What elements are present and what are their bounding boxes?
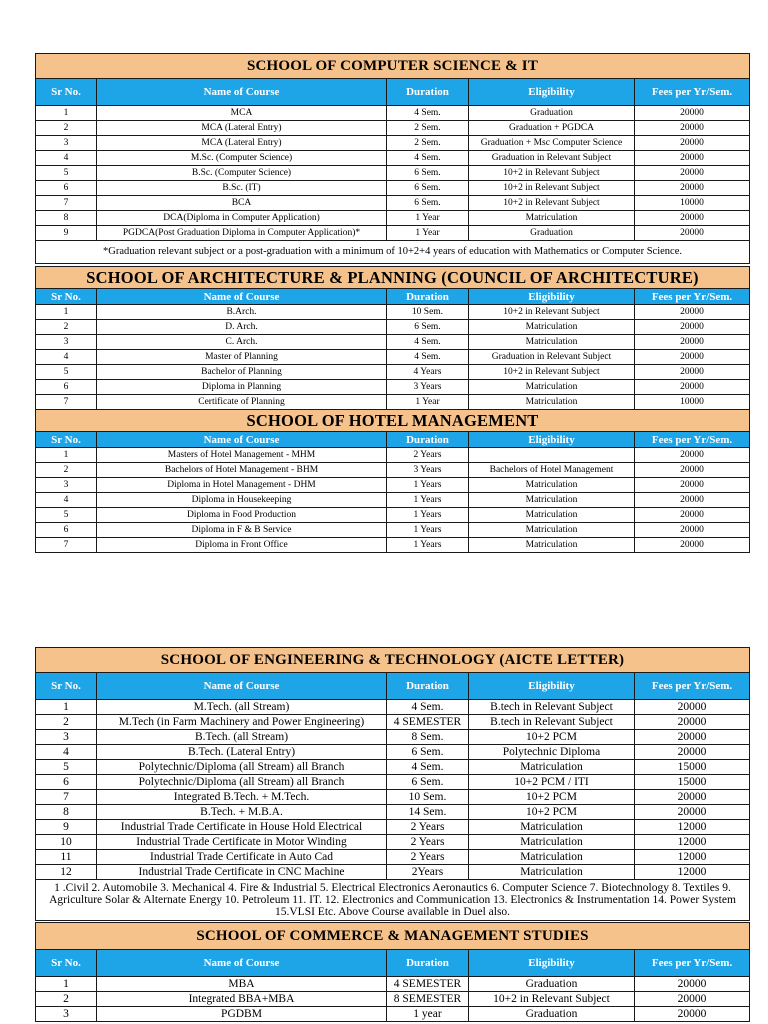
cell-duration: 2 Sem. [387,136,469,151]
cell-sr-no: 8 [36,211,97,226]
table-row [36,992,750,1007]
cell-fees: 20000 [635,380,750,395]
table-row [36,523,750,538]
col-duration: Duration [387,950,469,977]
cell-eligibility: 10+2 PCM [469,790,635,805]
cell-fees: 20000 [635,320,750,335]
cell-sr-no: 7 [36,196,97,211]
col-duration: Duration [387,432,469,448]
cell-duration: 4 Sem. [387,106,469,121]
cell-eligibility: 10+2 in Relevant Subject [469,305,635,320]
cell-eligibility: Matriculation [469,820,635,835]
col-duration: Duration [387,79,469,106]
col-course: Name of Course [97,673,387,700]
table-row [36,745,750,760]
cell-duration: 1 Year [387,211,469,226]
cell-course: Diploma in F & B Service [97,523,387,538]
cell-eligibility: Matriculation [469,835,635,850]
cell-course: Diploma in Hotel Management - DHM [97,478,387,493]
cell-eligibility: Matriculation [469,850,635,865]
table-row [36,121,750,136]
cell-sr-no: 1 [36,106,97,121]
cell-eligibility: 10+2 PCM [469,805,635,820]
cell-fees: 20000 [635,977,750,992]
cell-duration: 8 Sem. [387,730,469,745]
cell-duration: 4 Sem. [387,700,469,715]
cell-sr-no: 6 [36,523,97,538]
cell-fees: 20000 [635,106,750,121]
cell-duration: 14 Sem. [387,805,469,820]
section-title: SCHOOL OF ARCHITECTURE & PLANNING (COUNCIL OF ARCHITECTURE) [36,267,750,289]
cell-course: B.Tech. + M.B.A. [97,805,387,820]
cell-course: B.Tech. (Lateral Entry) [97,745,387,760]
cell-sr-no: 5 [36,508,97,523]
col-sr-no: Sr No. [36,432,97,448]
cell-sr-no: 2 [36,463,97,478]
cell-duration: 6 Sem. [387,196,469,211]
cell-fees: 20000 [635,805,750,820]
cell-course: MCA [97,106,387,121]
cell-fees: 12000 [635,835,750,850]
table-row [36,478,750,493]
cell-fees: 20000 [635,151,750,166]
cell-eligibility: Matriculation [469,395,635,410]
col-fees: Fees per Yr/Sem. [635,950,750,977]
section-commerce [35,922,749,1022]
cell-fees: 20000 [635,478,750,493]
cell-fees: 20000 [635,121,750,136]
cell-eligibility: Matriculation [469,320,635,335]
cell-sr-no: 3 [36,478,97,493]
cell-duration: 4 Sem. [387,151,469,166]
cell-eligibility: Graduation [469,226,635,241]
course-rows [36,448,750,553]
cell-duration: 2 Years [387,850,469,865]
cell-eligibility: Matriculation [469,760,635,775]
cell-fees: 20000 [635,350,750,365]
table-row [36,508,750,523]
cell-course: D. Arch. [97,320,387,335]
section-title: SCHOOL OF COMPUTER SCIENCE & IT [36,54,750,79]
cell-sr-no: 6 [36,181,97,196]
cell-eligibility: 10+2 in Relevant Subject [469,166,635,181]
section-title: SCHOOL OF ENGINEERING & TECHNOLOGY (AICTE LETTER) [36,648,750,673]
table-row [36,538,750,553]
cell-course: Bachelors of Hotel Management - BHM [97,463,387,478]
col-sr-no: Sr No. [36,289,97,305]
table-row [36,730,750,745]
cell-course: PGDBM [97,1007,387,1022]
table-row [36,335,750,350]
cell-sr-no: 6 [36,775,97,790]
cell-fees: 20000 [635,305,750,320]
cell-eligibility: Matriculation [469,538,635,553]
col-course: Name of Course [97,289,387,305]
course-rows [36,305,750,410]
cell-course: MCA (Lateral Entry) [97,121,387,136]
cell-fees: 20000 [635,335,750,350]
cell-course: Integrated B.Tech. + M.Tech. [97,790,387,805]
cell-fees: 12000 [635,850,750,865]
table-row [36,395,750,410]
cell-duration: 6 Sem. [387,775,469,790]
table-row [36,700,750,715]
col-sr-no: Sr No. [36,950,97,977]
col-course: Name of Course [97,79,387,106]
cell-eligibility: Polytechnic Diploma [469,745,635,760]
table-row [36,365,750,380]
cell-eligibility: Graduation [469,106,635,121]
cell-course: Industrial Trade Certificate in House Hold Electrical [97,820,387,835]
cell-eligibility: Graduation [469,977,635,992]
cell-course: Certificate of Planning [97,395,387,410]
cell-fees: 20000 [635,700,750,715]
table-row [36,1007,750,1022]
cell-eligibility: Matriculation [469,211,635,226]
cell-fees: 20000 [635,538,750,553]
cell-course: M.Sc. (Computer Science) [97,151,387,166]
cell-fees: 20000 [635,226,750,241]
cell-course: B.Arch. [97,305,387,320]
table-row [36,448,750,463]
cell-eligibility: Matriculation [469,523,635,538]
cell-duration: 1 Years [387,523,469,538]
cell-course: Diploma in Planning [97,380,387,395]
col-eligibility: Eligibility [469,289,635,305]
cell-course: Diploma in Housekeeping [97,493,387,508]
cell-course: C. Arch. [97,335,387,350]
cell-course: BCA [97,196,387,211]
cell-sr-no: 8 [36,805,97,820]
cell-sr-no: 1 [36,305,97,320]
cell-course: Industrial Trade Certificate in Auto Cad [97,850,387,865]
table-row [36,760,750,775]
col-sr-no: Sr No. [36,79,97,106]
cell-eligibility: Graduation in Relevant Subject [469,350,635,365]
course-rows [36,700,750,880]
cell-fees: 20000 [635,523,750,538]
cell-duration: 4 SEMESTER [387,715,469,730]
cell-sr-no: 7 [36,538,97,553]
cell-fees: 20000 [635,365,750,380]
cell-fees: 20000 [635,790,750,805]
section-title: SCHOOL OF HOTEL MANAGEMENT [36,410,750,432]
cell-sr-no: 7 [36,790,97,805]
cell-duration: 2 Sem. [387,121,469,136]
cell-fees: 20000 [635,166,750,181]
table-row [36,463,750,478]
table-row [36,166,750,181]
cell-course: Industrial Trade Certificate in CNC Machine [97,865,387,880]
cell-duration: 4 Sem. [387,335,469,350]
col-fees: Fees per Yr/Sem. [635,79,750,106]
section-engineering [35,647,749,921]
section-title: SCHOOL OF COMMERCE & MANAGEMENT STUDIES [36,923,750,950]
cell-fees: 10000 [635,196,750,211]
cell-duration: 6 Sem. [387,181,469,196]
cell-course: B.Tech. (all Stream) [97,730,387,745]
cell-eligibility: Matriculation [469,335,635,350]
cell-sr-no: 11 [36,850,97,865]
table-row [36,151,750,166]
cell-fees: 20000 [635,493,750,508]
cell-duration: 2 Years [387,835,469,850]
cell-sr-no: 3 [36,1007,97,1022]
cell-fees: 20000 [635,1007,750,1022]
col-eligibility: Eligibility [469,673,635,700]
cell-sr-no: 7 [36,395,97,410]
section-hotel-management [35,409,749,553]
cell-eligibility: Matriculation [469,508,635,523]
cell-course: Polytechnic/Diploma (all Stream) all Branch [97,775,387,790]
cell-eligibility: Graduation in Relevant Subject [469,151,635,166]
architecture-table [35,266,750,410]
cell-course: MCA (Lateral Entry) [97,136,387,151]
table-row [36,181,750,196]
table-row [36,380,750,395]
cell-duration: 6 Sem. [387,166,469,181]
col-fees: Fees per Yr/Sem. [635,673,750,700]
cell-sr-no: 10 [36,835,97,850]
cell-sr-no: 1 [36,700,97,715]
table-row [36,865,750,880]
hotel-management-table [35,409,750,553]
section-note: *Graduation relevant subject or a post-graduation with a minimum of 10+2+4 years of education with Mathematics or Computer Science. [36,241,750,264]
cell-duration: 1 Years [387,493,469,508]
cell-course: Diploma in Food Production [97,508,387,523]
table-row [36,226,750,241]
cell-duration: 3 Years [387,463,469,478]
cell-course: MBA [97,977,387,992]
cell-eligibility: Matriculation [469,478,635,493]
cell-fees: 15000 [635,775,750,790]
cell-sr-no: 4 [36,745,97,760]
cell-eligibility: Graduation + PGDCA [469,121,635,136]
cell-eligibility: 10+2 PCM [469,730,635,745]
cell-duration: 1 Years [387,508,469,523]
cell-course: Bachelor of Planning [97,365,387,380]
cell-course: M.Tech. (all Stream) [97,700,387,715]
cell-sr-no: 4 [36,350,97,365]
col-duration: Duration [387,673,469,700]
cell-fees: 20000 [635,508,750,523]
cell-course: B.Sc. (Computer Science) [97,166,387,181]
cell-sr-no: 9 [36,820,97,835]
cell-eligibility: Matriculation [469,865,635,880]
cell-sr-no: 1 [36,448,97,463]
cell-fees: 20000 [635,730,750,745]
cell-sr-no: 2 [36,121,97,136]
cell-course: DCA(Diploma in Computer Application) [97,211,387,226]
table-row [36,850,750,865]
table-row [36,350,750,365]
table-row [36,820,750,835]
course-rows [36,106,750,241]
col-fees: Fees per Yr/Sem. [635,289,750,305]
cell-course: Master of Planning [97,350,387,365]
cell-eligibility: Graduation + Msc Computer Science [469,136,635,151]
commerce-table [35,922,750,1022]
col-fees: Fees per Yr/Sem. [635,432,750,448]
cell-duration: 1 Years [387,538,469,553]
cell-course: Industrial Trade Certificate in Motor Winding [97,835,387,850]
cell-duration: 8 SEMESTER [387,992,469,1007]
cell-duration: 10 Sem. [387,790,469,805]
cell-duration: 2 Years [387,448,469,463]
cell-duration: 1 Year [387,226,469,241]
cell-duration: 6 Sem. [387,745,469,760]
table-row [36,805,750,820]
table-row [36,320,750,335]
col-duration: Duration [387,289,469,305]
cell-eligibility: Matriculation [469,493,635,508]
engineering-table [35,647,750,921]
cell-sr-no: 2 [36,992,97,1007]
cell-fees: 20000 [635,181,750,196]
cell-sr-no: 3 [36,730,97,745]
table-row [36,106,750,121]
cell-duration: 10 Sem. [387,305,469,320]
table-row [36,211,750,226]
table-row [36,196,750,211]
cell-fees: 12000 [635,865,750,880]
cell-eligibility: 10+2 in Relevant Subject [469,992,635,1007]
table-row [36,305,750,320]
cell-eligibility: B.tech in Relevant Subject [469,715,635,730]
section-computer-science [35,53,749,264]
col-eligibility: Eligibility [469,432,635,448]
cell-course: Integrated BBA+MBA [97,992,387,1007]
cell-sr-no: 5 [36,365,97,380]
cell-duration: 1 Year [387,395,469,410]
col-eligibility: Eligibility [469,79,635,106]
cell-sr-no: 6 [36,380,97,395]
cell-sr-no: 3 [36,335,97,350]
cell-eligibility: 10+2 in Relevant Subject [469,196,635,211]
section-note: 1 .Civil 2. Automobile 3. Mechanical 4. Fire & Industrial 5. Electrical Electronics Aeronautics 6. Computer Science 7. Biotechnology 8. Textiles 9. Agriculture Solar & Alternate Energy 10. Petroleum 11. IT. 12. Electronics and Communication 13. Electronics & Instrumentation 14. Power System 15.VLSI Etc. Above Course available in Duel also. [36,880,750,921]
cell-duration: 2 Years [387,820,469,835]
cell-sr-no: 9 [36,226,97,241]
cell-eligibility: Graduation [469,1007,635,1022]
cell-sr-no: 3 [36,136,97,151]
table-row [36,493,750,508]
cell-fees: 12000 [635,820,750,835]
cell-fees: 20000 [635,715,750,730]
section-architecture [35,266,749,410]
cell-duration: 4 Years [387,365,469,380]
cell-course: B.Sc. (IT) [97,181,387,196]
cell-duration: 4 Sem. [387,760,469,775]
cell-eligibility: 10+2 in Relevant Subject [469,181,635,196]
table-row [36,775,750,790]
cell-sr-no: 2 [36,320,97,335]
cell-fees: 20000 [635,745,750,760]
cell-fees: 10000 [635,395,750,410]
cell-course: PGDCA(Post Graduation Diploma in Computer Application)* [97,226,387,241]
col-eligibility: Eligibility [469,950,635,977]
col-course: Name of Course [97,432,387,448]
cell-course: Diploma in Front Office [97,538,387,553]
cell-fees: 20000 [635,992,750,1007]
cell-course: Masters of Hotel Management - MHM [97,448,387,463]
cell-duration: 3 Years [387,380,469,395]
cell-eligibility: 10+2 PCM / ITI [469,775,635,790]
cell-duration: 4 SEMESTER [387,977,469,992]
cell-eligibility [469,448,635,463]
cell-duration: 1 year [387,1007,469,1022]
cell-sr-no: 5 [36,760,97,775]
cell-sr-no: 5 [36,166,97,181]
cell-eligibility: B.tech in Relevant Subject [469,700,635,715]
cell-course: Polytechnic/Diploma (all Stream) all Branch [97,760,387,775]
table-row [36,977,750,992]
course-rows [36,977,750,1022]
cell-sr-no: 4 [36,151,97,166]
cell-fees: 20000 [635,463,750,478]
cell-eligibility: Bachelors of Hotel Management [469,463,635,478]
computer-science-table [35,53,750,264]
cell-eligibility: 10+2 in Relevant Subject [469,365,635,380]
cell-course: M.Tech (in Farm Machinery and Power Engineering) [97,715,387,730]
table-row [36,715,750,730]
cell-eligibility: Matriculation [469,380,635,395]
cell-duration: 2Years [387,865,469,880]
table-row [36,835,750,850]
cell-fees: 20000 [635,211,750,226]
cell-fees: 20000 [635,448,750,463]
cell-sr-no: 1 [36,977,97,992]
cell-duration: 1 Years [387,478,469,493]
table-row [36,790,750,805]
cell-duration: 6 Sem. [387,320,469,335]
cell-fees: 20000 [635,136,750,151]
table-row [36,136,750,151]
cell-fees: 15000 [635,760,750,775]
col-course: Name of Course [97,950,387,977]
cell-duration: 4 Sem. [387,350,469,365]
col-sr-no: Sr No. [36,673,97,700]
cell-sr-no: 12 [36,865,97,880]
cell-sr-no: 2 [36,715,97,730]
cell-sr-no: 4 [36,493,97,508]
